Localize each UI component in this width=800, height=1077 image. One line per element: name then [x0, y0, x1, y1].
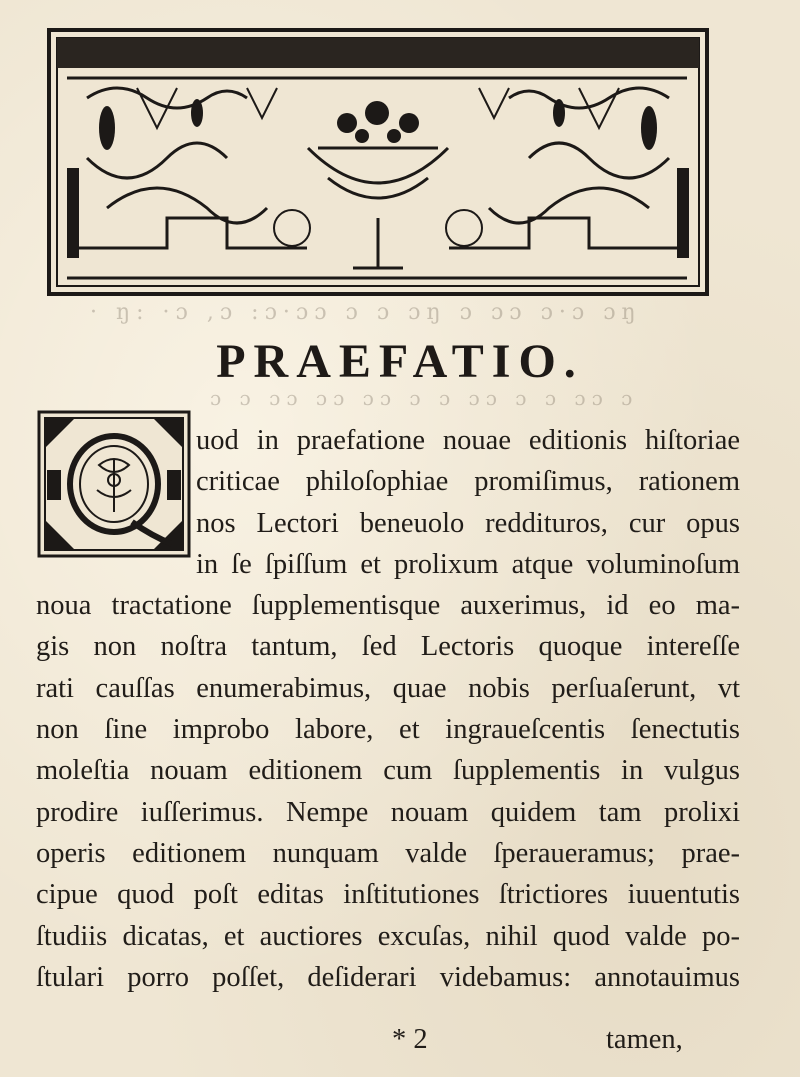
text-line: operis editionem nunquam valde ſperaueramus; prae- [36, 837, 740, 869]
text-line: uod in praefatione nouae editionis hiſtoriae [196, 425, 740, 456]
text-line: rati cauſſas enumerabimus, quae nobis perſuaſerunt, vt [36, 672, 740, 704]
page-footer [0, 1024, 800, 1064]
show-through-text: · ŋ: ·ɔ ,ɔ :ɔ·ɔɔ ɔ ɔ ɔŋ ɔ ɔɔ ɔ·ɔ ɔŋ [90, 300, 642, 325]
page-title: PRAEFATIO. [216, 335, 584, 388]
text-line: moleſtia nouam editionem cum ſupplementis in vulgus [36, 755, 740, 787]
text-line: noua tractatione ſupplementisque auxerimus, id eo ma- [36, 590, 740, 622]
text-line: prodire iuſſerimus. Nempe nouam quidem tam prolixi [36, 796, 740, 828]
text-line: criticae philoſophiae promiſimus, rationem [196, 466, 740, 498]
text-line: nos Lectori beneuolo reddituros, cur opus [196, 507, 740, 539]
signature-mark: * 2 [392, 1024, 428, 1055]
text-line: ſtulari porro poſſet, deſiderari videbamus: annotauimus [36, 961, 740, 993]
text-line: ſtudiis dicatas, et auctiores excuſas, nihil quod valde po- [36, 920, 740, 952]
body-text [36, 420, 740, 998]
show-through-text: ɔ ɔ ɔɔ ɔɔ ɔɔ ɔ ɔ ɔɔ ɔ ɔ ɔɔ ɔ [210, 386, 639, 410]
text-line: in ſe ſpiſſum et prolixum atque voluminoſum [196, 548, 740, 580]
catchword: tamen, [606, 1024, 683, 1055]
text-line: cipue quod poſt editas inſtitutiones ſtrictiores iuuentutis [36, 879, 740, 911]
ornamental-headpiece [47, 28, 709, 296]
text-line: non ſine improbo labore, et ingraueſcentis ſenectutis [36, 714, 740, 746]
text-line: gis non noſtra tantum, ſed Lectoris quoque intereſſe [36, 631, 740, 663]
